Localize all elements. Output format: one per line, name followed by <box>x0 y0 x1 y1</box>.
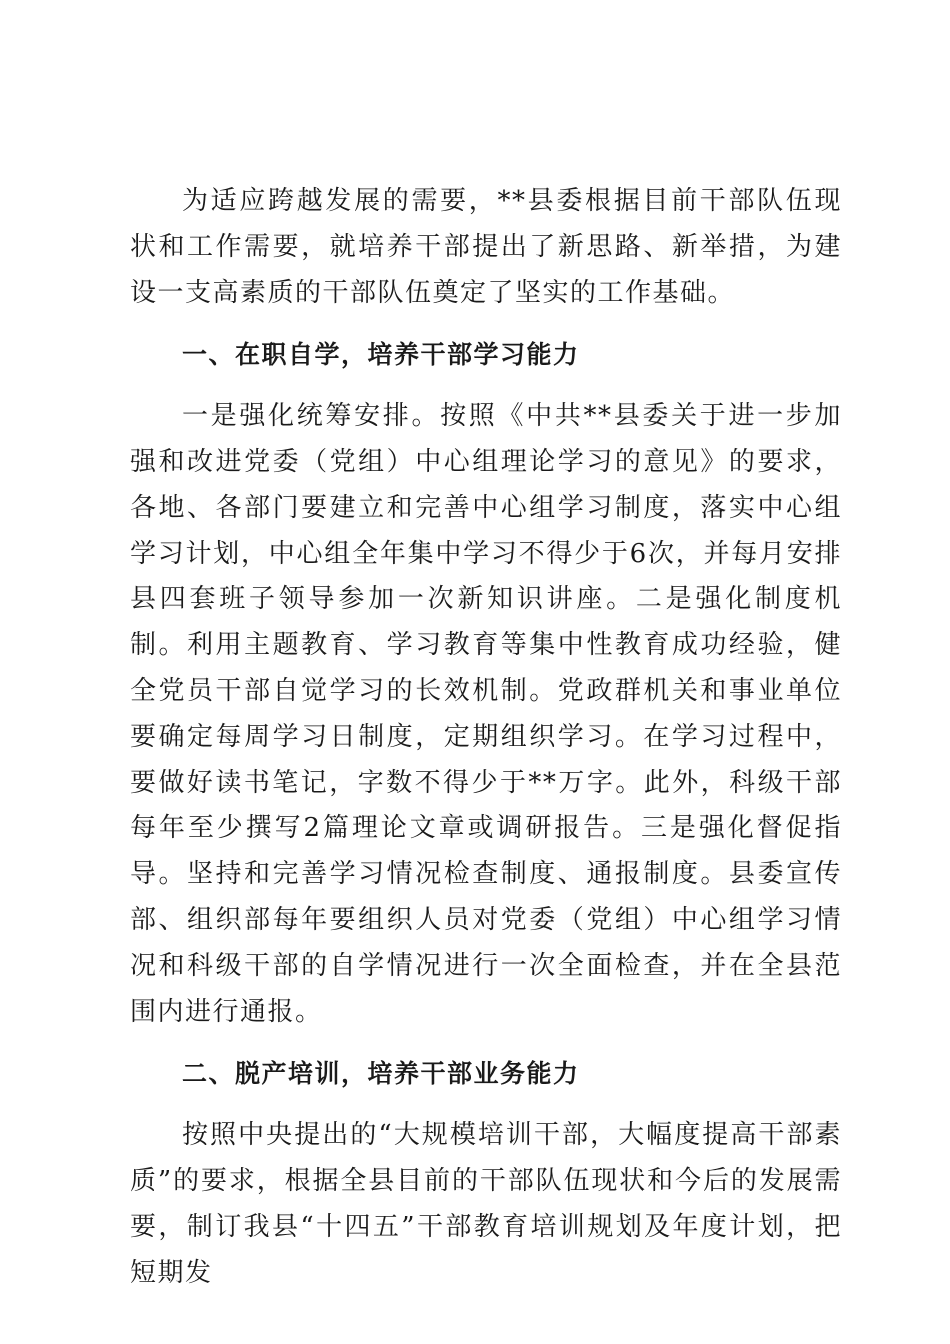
intro-paragraph: 为适应跨越发展的需要，**县委根据目前干部队伍现状和工作需要，就培养干部提出了新思路、新举措，为建设一支高素质的干部队伍奠定了坚实的工作基础。 <box>130 186 842 308</box>
document-body <box>130 179 842 1296</box>
section-1-paragraph: 一是强化统筹安排。按照《中共**县委关于进一步加强和改进党委（党组）中心组理论学习的意见》的要求，各地、各部门要建立和完善中心组学习制度，落实中心组学习计划，中心组全年集中学习不得少于6次，并每月安排县四套班子领导参加一次新知识讲座。二是强化制度机制。利用主题教育、学习教育等集中性教育成功经验，健全党员干部自觉学习的长效机制。党政群机关和事业单位要确定每周学习日制度，定期组织学习。在学习过程中，要做好读书笔记，字数不得少于**万字。此外，科级干部每年至少撰写2篇理论文章或调研报告。三是强化督促指导。坚持和完善学习情况检查制度、通报制度。县委宣传部、组织部每年要组织人员对党委（党组）中心组学习情况和科级干部的自学情况进行一次全面检查，并在全县范围内进行通报。 <box>130 401 842 1027</box>
section-2-paragraph: 按照中央提出的“大规模培训干部，大幅度提高干部素质”的要求，根据全县目前的干部队伍现状和今后的发展需要，制订我县“十四五”干部教育培训规划及年度计划，把短期发 <box>130 1120 842 1288</box>
section-1-heading: 一、在职自学，培养干部学习能力 <box>182 340 580 370</box>
section-2-heading: 二、脱产培训，培养干部业务能力 <box>182 1059 580 1089</box>
